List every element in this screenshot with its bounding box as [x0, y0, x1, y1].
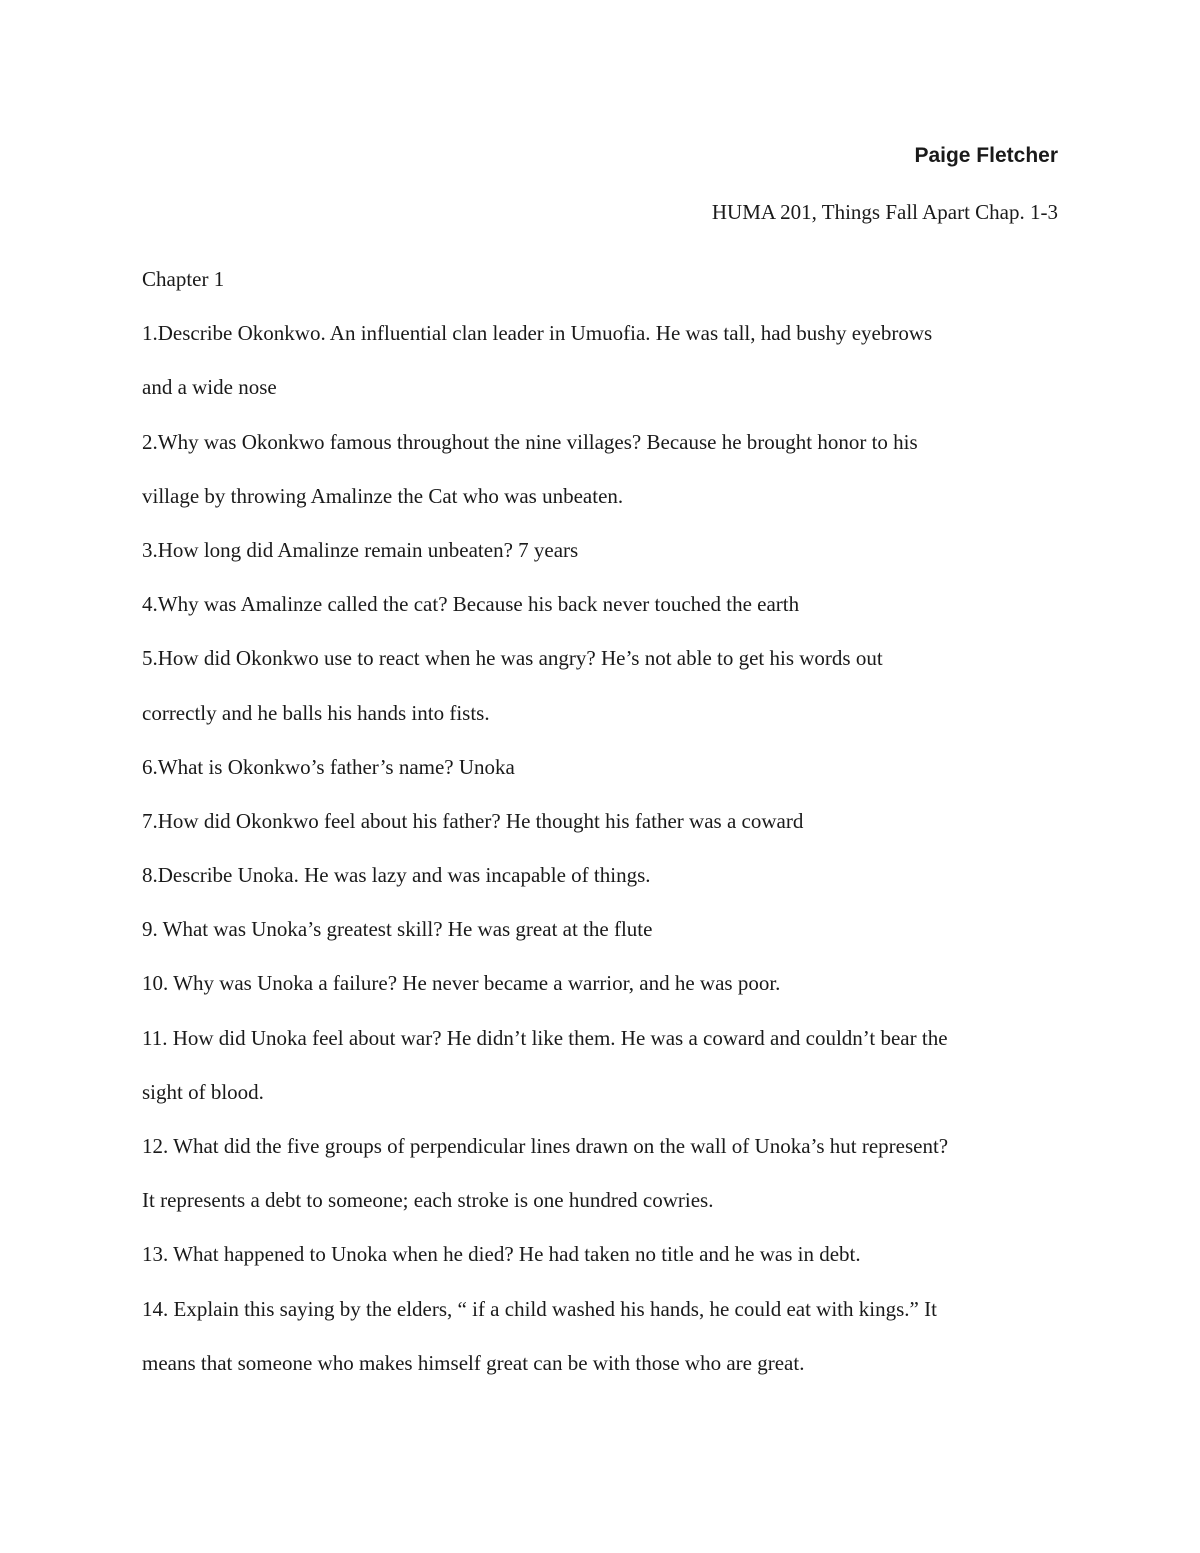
- text-line: 14. Explain this saying by the elders, “ if a child washed his hands, he could eat with kings.” It: [142, 1296, 937, 1321]
- text-line: 4.Why was Amalinze called the cat? Because his back never touched the earth: [142, 592, 800, 617]
- course-title: HUMA 201, Things Fall Apart Chap. 1-3: [711, 200, 1058, 224]
- text-line: 12. What did the five groups of perpendicular lines drawn on the wall of Unoka’s hut represent?: [142, 1134, 949, 1158]
- text-line: 3.How long did Amalinze remain unbeaten? 7 years: [142, 537, 579, 562]
- text-line: It represents a debt to someone; each stroke is one hundred cowries.: [142, 1188, 714, 1213]
- text-line: 9. What was Unoka’s greatest skill? He was great at the flute: [142, 917, 653, 942]
- text-line: 7.How did Okonkwo feel about his father? He thought his father was a coward: [142, 808, 804, 833]
- text-line: 1.Describe Okonkwo. An influential clan leader in Umuofia. He was tall, had bushy eyebrows: [142, 321, 933, 346]
- text-line: village by throwing Amalinze the Cat who was unbeaten.: [142, 483, 624, 508]
- document-body: [142, 252, 1060, 1390]
- text-line: 5.How did Okonkwo use to react when he was angry? He’s not able to get his words out: [142, 646, 883, 671]
- text-line: correctly and he balls his hands into fists.: [142, 700, 490, 725]
- text-line: means that someone who makes himself great can be with those who are great.: [142, 1350, 805, 1375]
- chapter-heading: Chapter 1: [142, 267, 225, 291]
- text-line: 8.Describe Unoka. He was lazy and was incapable of things.: [142, 863, 651, 888]
- text-line: 6.What is Okonkwo’s father’s name? Unoka: [142, 754, 515, 779]
- author-name: Paige Fletcher: [914, 144, 1058, 167]
- text-line: sight of blood.: [142, 1079, 264, 1104]
- text-line: 2.Why was Okonkwo famous throughout the nine villages? Because he brought honor to his: [142, 429, 918, 454]
- text-line: 10. Why was Unoka a failure? He never became a warrior, and he was poor.: [142, 971, 781, 996]
- text-line: 11. How did Unoka feel about war? He didn’t like them. He was a coward and couldn’t bear the: [142, 1025, 948, 1050]
- text-line: 13. What happened to Unoka when he died? He had taken no title and he was in debt.: [142, 1242, 861, 1267]
- text-line: and a wide nose: [142, 375, 277, 400]
